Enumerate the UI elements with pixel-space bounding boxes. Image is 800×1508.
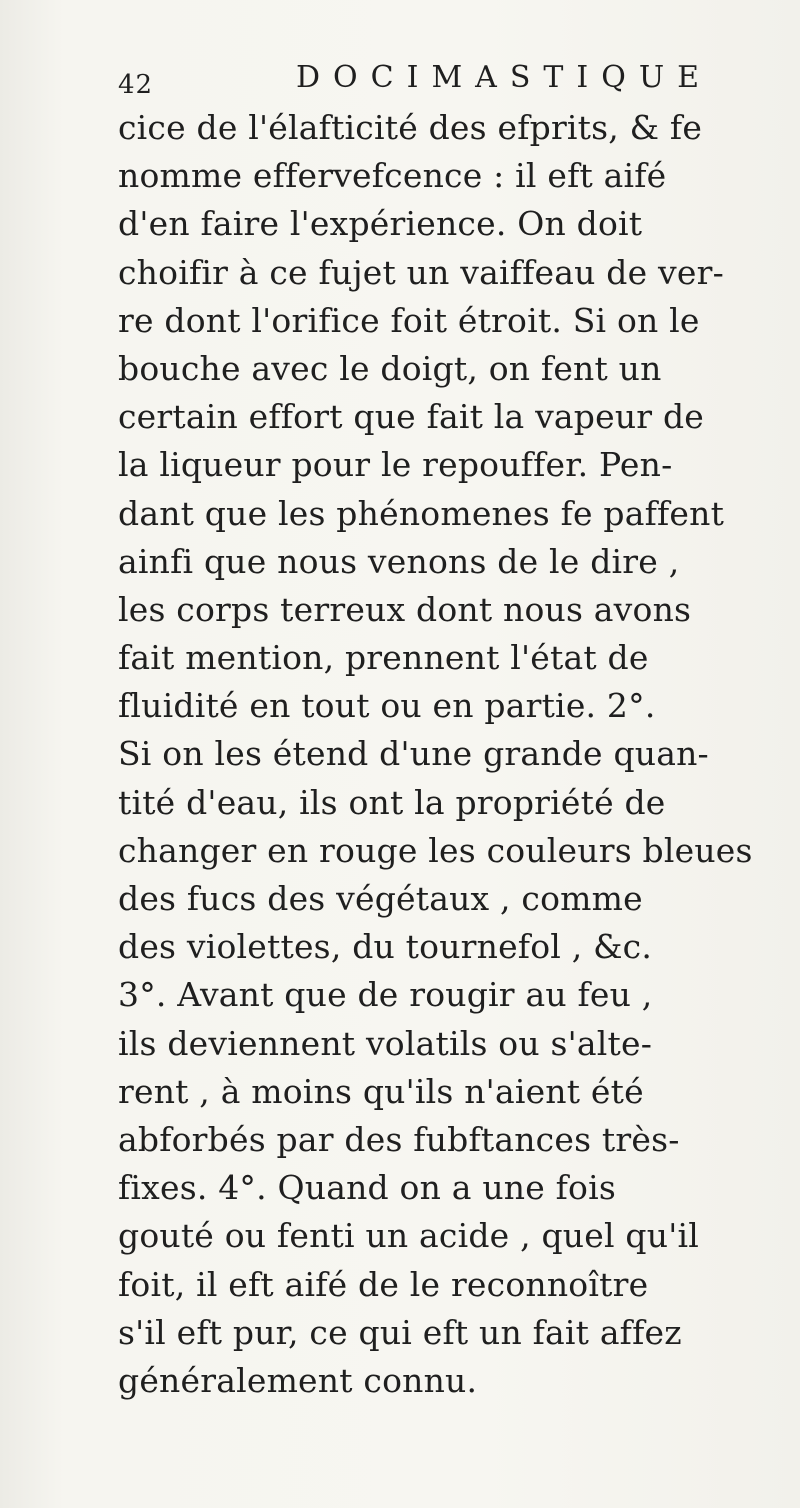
text-line: fait mention, prennent l'état de [118, 638, 649, 678]
page-number: 42 [118, 70, 154, 100]
text-line: fixes. 4°. Quand on a une fois [118, 1168, 617, 1208]
text-line: changer en rouge les couleurs bleues [118, 830, 753, 870]
text-line: gouté ou fenti un acide , quel qu'il [118, 1216, 699, 1256]
text-line: foit, il eft aifé de le reconnoître [118, 1264, 649, 1304]
text-line: s'il eft pur, ce qui eft un fait affez [118, 1312, 682, 1352]
text-line: abforbés par des fubftances très- [118, 1119, 680, 1159]
text-line: re dont l'orifice foit étroit. Si on le [118, 300, 700, 340]
text-line: ainfi que nous venons de le dire , [118, 541, 680, 581]
text-line: cice de l'élafticité des efprits, & fe [118, 108, 703, 147]
text-line: des fucs des végétaux , comme [118, 879, 643, 918]
text-line: Si on les étend d'une grande quan- [118, 734, 709, 774]
text-line: 3°. Avant que de rougir au feu , [118, 975, 653, 1015]
body-text [118, 104, 798, 1405]
text-line: d'en faire l'expérience. On doit [118, 204, 643, 244]
page-header [118, 58, 713, 102]
text-line: dant que les phénomenes fe paffent [118, 493, 725, 533]
running-head: DOCIMASTIQUE [296, 60, 713, 95]
text-line: généralement connu. [118, 1360, 478, 1400]
text-line: nomme effervefcence : il eft aifé [118, 156, 667, 196]
text-line: la liqueur pour le repouffer. Pen- [118, 445, 673, 485]
text-line: tité d'eau, ils ont la propriété de [118, 782, 666, 822]
text-line: ils deviennent volatils ou s'alte- [118, 1023, 653, 1063]
text-line: choifir à ce fujet un vaiffeau de ver- [118, 252, 724, 292]
text-line: les corps terreux dont nous avons [118, 589, 692, 629]
text-line: certain effort que fait la vapeur de [118, 397, 705, 437]
text-line: des violettes, du tournefol , &c. [118, 927, 653, 967]
text-line: bouche avec le doigt, on fent un [118, 348, 662, 388]
text-line: fluidité en tout ou en partie. 2°. [118, 686, 656, 726]
text-line: rent , à moins qu'ils n'aient été [118, 1071, 644, 1111]
